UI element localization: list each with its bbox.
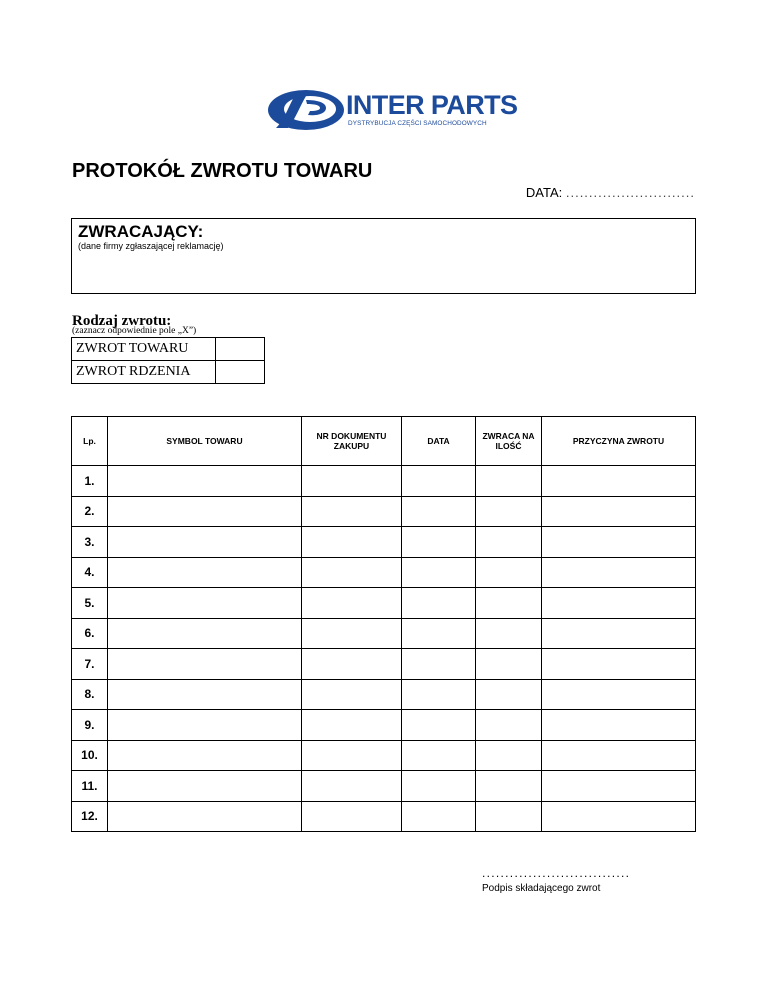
table-header-row (72, 417, 696, 466)
cell-document[interactable] (302, 618, 402, 649)
return-type-checkbox[interactable] (216, 361, 265, 384)
returner-title: ZWRACAJĄCY: (78, 222, 204, 241)
table-row (72, 618, 696, 649)
date-dots[interactable]: ............................ (565, 185, 695, 200)
cell-symbol[interactable] (108, 527, 302, 558)
cell-date[interactable] (402, 679, 476, 710)
cell-date[interactable] (402, 496, 476, 527)
header-symbol: SYMBOL TOWARU (108, 417, 302, 466)
date-field (526, 185, 695, 200)
cell-reason[interactable] (542, 801, 696, 832)
cell-document[interactable] (302, 588, 402, 619)
cell-document[interactable] (302, 649, 402, 680)
cell-reason[interactable] (542, 466, 696, 497)
cell-date[interactable] (402, 771, 476, 802)
cell-quantity[interactable] (476, 740, 542, 771)
cell-date[interactable] (402, 649, 476, 680)
cell-quantity[interactable] (476, 618, 542, 649)
cell-reason[interactable] (542, 679, 696, 710)
cell-document[interactable] (302, 527, 402, 558)
cell-date[interactable] (402, 466, 476, 497)
row-number: 10. (72, 740, 108, 771)
row-number: 9. (72, 710, 108, 741)
cell-symbol[interactable] (108, 496, 302, 527)
return-type-subtitle: (zaznacz odpowiednie pole „X”) (72, 326, 197, 336)
cell-date[interactable] (402, 557, 476, 588)
return-type-checkbox[interactable] (216, 338, 265, 361)
logo-tagline: DYSTRYBUCJA CZĘŚCI SAMOCHODOWYCH (348, 120, 487, 127)
cell-reason[interactable] (542, 557, 696, 588)
return-type-title: Rodzaj zwrotu: (72, 313, 172, 329)
cell-symbol[interactable] (108, 466, 302, 497)
cell-document[interactable] (302, 710, 402, 741)
page-title: PROTOKÓŁ ZWROTU TOWARU (72, 160, 373, 182)
return-type-option (72, 338, 265, 361)
signature-line[interactable]: ................................ (482, 866, 631, 880)
table-row (72, 740, 696, 771)
logo-name: INTER PARTS (346, 90, 518, 120)
cell-date[interactable] (402, 710, 476, 741)
cell-reason[interactable] (542, 527, 696, 558)
cell-date[interactable] (402, 801, 476, 832)
cell-quantity[interactable] (476, 801, 542, 832)
return-type-option (72, 361, 265, 384)
row-number: 5. (72, 588, 108, 619)
row-number: 7. (72, 649, 108, 680)
cell-reason[interactable] (542, 496, 696, 527)
cell-quantity[interactable] (476, 679, 542, 710)
cell-reason[interactable] (542, 771, 696, 802)
cell-symbol[interactable] (108, 710, 302, 741)
table-row (72, 710, 696, 741)
cell-symbol[interactable] (108, 557, 302, 588)
date-label: DATA: (525, 185, 563, 200)
returner-box[interactable] (71, 218, 696, 294)
row-number: 1. (72, 466, 108, 497)
signature-label: Podpis składającego zwrot (482, 883, 601, 894)
cell-date[interactable] (402, 527, 476, 558)
cell-quantity[interactable] (476, 496, 542, 527)
row-number: 6. (72, 618, 108, 649)
cell-symbol[interactable] (108, 618, 302, 649)
cell-quantity[interactable] (476, 527, 542, 558)
cell-reason[interactable] (542, 710, 696, 741)
cell-document[interactable] (302, 466, 402, 497)
header-reason: PRZYCZYNA ZWROTU (542, 417, 696, 466)
cell-symbol[interactable] (108, 771, 302, 802)
cell-quantity[interactable] (476, 649, 542, 680)
cell-document[interactable] (302, 496, 402, 527)
cell-date[interactable] (402, 740, 476, 771)
cell-document[interactable] (302, 740, 402, 771)
table-row (72, 496, 696, 527)
cell-document[interactable] (302, 557, 402, 588)
items-table-body (72, 466, 696, 832)
cell-symbol[interactable] (108, 801, 302, 832)
cell-document[interactable] (302, 801, 402, 832)
cell-quantity[interactable] (476, 466, 542, 497)
cell-reason[interactable] (542, 618, 696, 649)
return-type-option-label: ZWROT TOWARU (72, 338, 216, 361)
cell-reason[interactable] (542, 588, 696, 619)
items-table (71, 416, 696, 832)
table-row (72, 649, 696, 680)
cell-document[interactable] (302, 679, 402, 710)
cell-reason[interactable] (542, 740, 696, 771)
table-row (72, 466, 696, 497)
row-number: 12. (72, 801, 108, 832)
row-number: 8. (72, 679, 108, 710)
cell-quantity[interactable] (476, 771, 542, 802)
table-row (72, 588, 696, 619)
header-document: NR DOKUMENTU ZAKUPU (302, 417, 402, 466)
cell-date[interactable] (402, 618, 476, 649)
table-row (72, 771, 696, 802)
logo-swoosh-icon (266, 88, 346, 132)
row-number: 2. (72, 496, 108, 527)
cell-document[interactable] (302, 771, 402, 802)
row-number: 3. (72, 527, 108, 558)
cell-quantity[interactable] (476, 557, 542, 588)
cell-reason[interactable] (542, 649, 696, 680)
cell-quantity[interactable] (476, 588, 542, 619)
return-type-table (71, 337, 265, 384)
returner-subtitle: (dane firmy zgłaszającej reklamację) (78, 241, 224, 251)
row-number: 11. (72, 771, 108, 802)
cell-symbol[interactable] (108, 679, 302, 710)
cell-symbol[interactable] (108, 740, 302, 771)
header-date: DATA (402, 417, 476, 466)
table-row (72, 801, 696, 832)
company-logo (266, 88, 516, 138)
return-type-option-label: ZWROT RDZENIA (72, 361, 216, 384)
row-number: 4. (72, 557, 108, 588)
cell-symbol[interactable] (108, 649, 302, 680)
header-quantity: ZWRACA NA ILOŚĆ (476, 417, 542, 466)
cell-quantity[interactable] (476, 710, 542, 741)
cell-date[interactable] (402, 588, 476, 619)
header-lp: Lp. (72, 417, 108, 466)
cell-symbol[interactable] (108, 588, 302, 619)
table-row (72, 527, 696, 558)
table-row (72, 557, 696, 588)
table-row (72, 679, 696, 710)
